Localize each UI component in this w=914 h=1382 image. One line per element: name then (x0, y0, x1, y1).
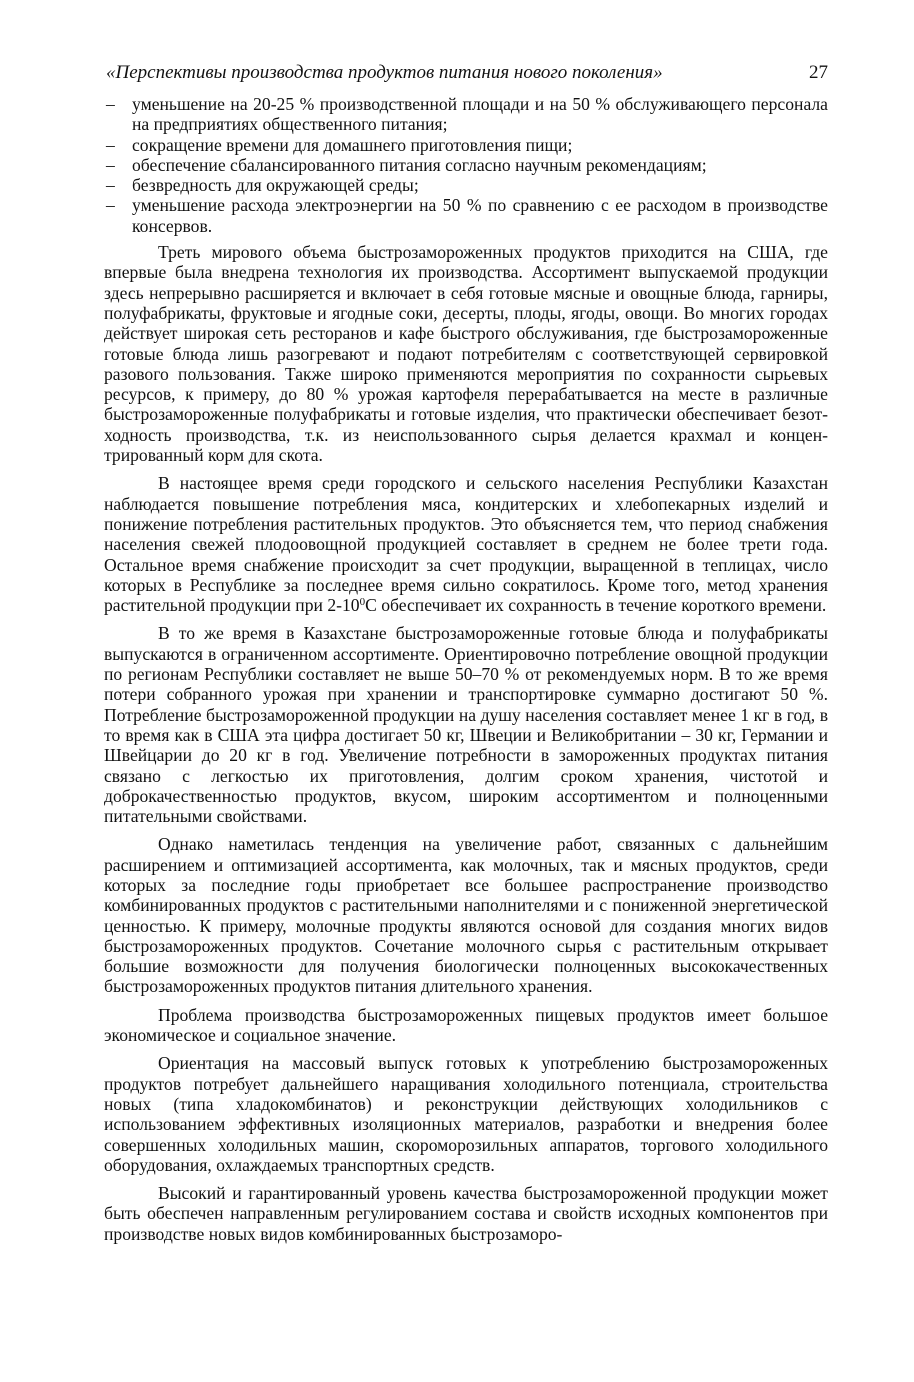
book-page (104, 58, 828, 1244)
paragraph-quality-level: Высокий и гарантированный уровень качества быстрозамороженной продукции может быть обеспечен направленным регулированием состава и свойств исходных компонентов при производстве новых видов комбинированных быстрозаморо- (104, 1183, 828, 1244)
paragraph-combined-products: Однако наметилась тенденция на увеличение работ, связанных с дальнейшим расширением и оптимизацией ассортимента, как молочных, так и мясных продуктов, среди которых за последние годы приобретает все большее распространение производство комбинированных продуктов с растительными наполнителями и с пониженной энергетической ценностью. К примеру, молочные продукты являются основой для создания многих видов быстрозамороженных продуктов. Сочетание молочного сырья с растительным открывает большие возможности для получения биологически полноценных высококачественных быстрозамороженных продуктов питания длительного хранения. (104, 834, 828, 997)
dash-marker: – (106, 154, 115, 175)
paragraph-limited-assortment: В то же время в Казахстане быстрозамороженные готовые блюда и полуфабрикаты выпускаются в ограниченном ассортименте. Ориентировочно потребление овощной продукции по регионам Республики составляет не выше 50–70 % от рекомендуемых норм. В то же время потери собранного урожая при хранении и транспортировке суммарно достигают 50 %. Потребление быстрозамороженной продукции на душу населения составляет менее 1 кг в год, в то время как в США эта цифра достигает 50 кг, Швеции и Великобритании – 30 кг, Германии и Швейцарии до 20 кг в год. Увеличение потребности в замороженных продуктах питания связано с легкостью их приготовления, долгим сроком хранения, чистотой и доброкачественностью продуктов, вкусом, широким ассортиментом и полноценными питательными свойствами. (104, 623, 828, 827)
degree-superscript: 0 (359, 596, 366, 609)
paragraph-refrigeration-capacity: Ориентация на массовый выпуск готовых к употреблению быстрозамороженных продуктов потребует дальнейшего наращивания холодильного потенциала, строительства новых (типа хладокомбинатов) и реконструкции действующих холодильников с использованием эффективных изоляционных материалов, разработки и внедрения более совершенных холодильных машин, скороморозильных аппаратов, торгового холодильного оборудования, охлаждаемых транспортных средств. (104, 1053, 828, 1175)
running-title: «Перспективы производства продуктов питания нового поколения» (106, 62, 663, 83)
list-item (104, 155, 828, 175)
list-item-text: обеспечение сбалансированного питания согласно научным рекомендациям; (132, 154, 707, 175)
paragraph-text: В настоящее время среди городского и сельского населения Республики Казахстан наблюдается повышение потребления мяса, кондитерских и хлебопекарных изделий и понижение потребления растительных продуктов. Это объясняется тем, что период снабжения населения свежей плодоовощной продукцией составляет в среднем не более трети года. Остальное время снабжение происходит за счет продукции, выращенной в теплицах, число которых в Республике за последнее время сильно сократилось. Кроме того, метод хранения растительной продукции при 2-10 (104, 473, 828, 616)
list-item-text: уменьшение на 20-25 % производственной площади и на 50 % обслуживающего персонала на предприятиях общественного питания; (132, 94, 828, 135)
list-item (104, 195, 828, 236)
paragraph-text: С обеспечивает их сохранность в течение короткого времени. (365, 595, 827, 616)
page-header (104, 58, 828, 88)
page-number: 27 (809, 62, 828, 83)
dash-marker: – (106, 195, 115, 216)
page-body (104, 94, 828, 1244)
list-item (104, 94, 828, 135)
paragraph-problem-significance: Проблема производства быстрозамороженных пищевых продуктов имеет большое экономическое и социальное значение. (104, 1004, 828, 1046)
dash-marker: – (106, 94, 115, 114)
paragraph-usa-market: Треть мирового объема быстрозамороженных продуктов приходится на США, где впервые была внедрена технология их производства. Ассортимент выпускаемой продукции здесь непрерывно расширяется и включает в себя готовые мясные и овощные блюда, гарниры, полуфабрикаты, фруктовые и ягодные соки, десерты, плоды, ягоды, овощи. Во многих городах действует широкая сеть ресторанов и кафе быстрого обслуживания, где быстрозамороженные готовые блюда лишь разогревают и подают потребителям с соответствующей сервировкой разового пользования. Также широко применяются мероприятия по сохранности сырьевых ресурсов, к примеру, до 80 % урожая картофеля перерабатывается на месте в различные быстрозамороженные полуфабрикаты и готовые изделия, что практически обеспечивает безотходность производства, т.к. из неиспользованного сырья делается крахмал и концентрированный корм для скота. (104, 242, 828, 466)
advantages-list (104, 94, 828, 236)
list-item-text: сокращение времени для домашнего приготовления пищи; (132, 134, 573, 155)
dash-marker: – (106, 134, 115, 155)
list-item-text: безвредность для окружающей среды; (132, 175, 419, 196)
dash-marker: – (106, 175, 115, 196)
list-item (104, 135, 828, 155)
list-item-text: уменьшение расхода электроэнергии на 50 % по сравнению с ее расходом в производстве консервов. (132, 195, 828, 236)
paragraph-kazakhstan-consumption (104, 473, 828, 615)
list-item (104, 175, 828, 195)
